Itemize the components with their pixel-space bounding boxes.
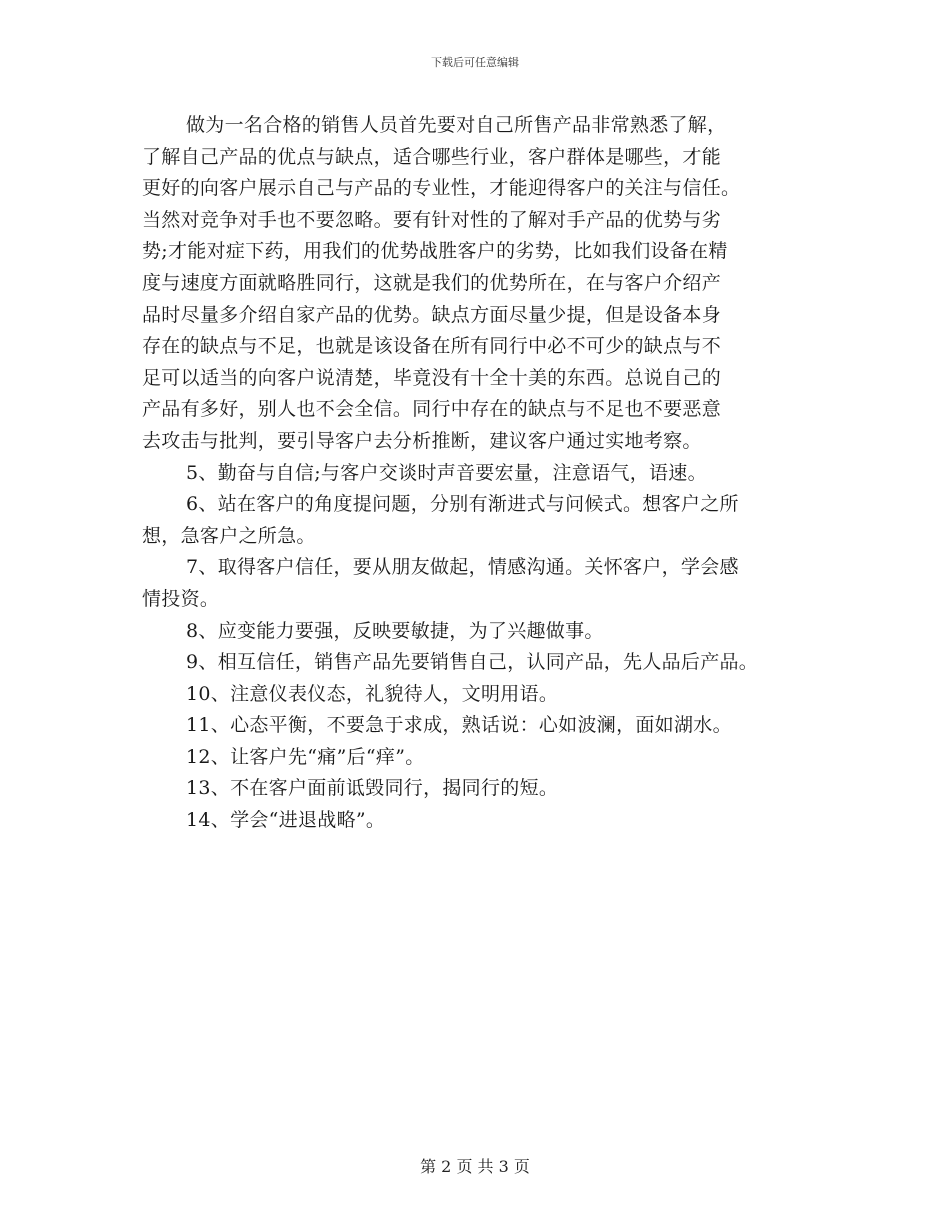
paragraph-line: 了解自己产品的优点与缺点，适合哪些行业，客户群体是哪些，才能 [142,145,722,168]
paragraph-line: 存在的缺点与不足，也就是该设备在所有同行中必不可少的缺点与不 [142,335,722,358]
list-item-9: 9、相互信任，销售产品先要销售自己，认同产品，先人品后产品。 [186,651,759,674]
paragraph-line: 产品有多好，别人也不会全信。同行中存在的缺点与不足也不要恶意 [142,398,722,421]
list-item-8: 8、应变能力要强，反映要敏捷，为了兴趣做事。 [186,619,604,642]
list-item-13: 13、不在客户面前诋毁同行，揭同行的短。 [186,777,559,800]
document-body [142,110,822,837]
paragraph-line: 度与速度方面就略胜同行，这就是我们的优势所在，在与客户介绍产 [142,271,722,294]
page-header: 下载后可任意编辑 [431,56,519,69]
list-item-14: 14、学会“进退战略”。 [186,809,386,832]
list-item-5: 5、勤奋与自信;与客户交谈时声音要宏量，注意语气，语速。 [186,461,707,484]
list-item-12: 12、让客户先“痛”后“痒”。 [186,745,425,768]
paragraph-line: 更好的向客户展示自己与产品的专业性，才能迎得客户的关注与信任。 [142,177,741,200]
list-item-6: 6、站在客户的角度提问题，分别有渐进式与问候式。想客户之所 [186,493,739,516]
paragraph-line: 当然对竞争对手也不要忽略。要有针对性的了解对手产品的优势与劣 [142,208,722,231]
list-item-6-continued: 想，急客户之所急。 [142,524,316,547]
page-number: 第 2 页 共 3 页 [420,1157,530,1176]
list-item-7: 7、取得客户信任，要从朋友做起，情感沟通。关怀客户，学会感 [186,556,739,579]
paragraph-line: 做为一名合格的销售人员首先要对自己所售产品非常熟悉了解， [186,114,727,136]
list-item-11: 11、心态平衡，不要急于求成，熟话说：心如波澜，面如湖水。 [186,714,732,737]
list-item-10: 10、注意仪表仪态，礼貌待人，文明用语。 [186,682,559,705]
paragraph-line: 去攻击与批判，要引导客户去分析推断，建议客户通过实地考察。 [142,429,702,452]
paragraph-line: 足可以适当的向客户说清楚，毕竟没有十全十美的东西。总说自己的 [142,366,722,389]
paragraph-line: 品时尽量多介绍自家产品的优势。缺点方面尽量少提，但是设备本身 [142,303,722,326]
list-item-7-continued: 情投资。 [142,587,220,610]
paragraph-line: 势;才能对症下药，用我们的优势战胜客户的劣势，比如我们设备在精 [142,240,728,263]
